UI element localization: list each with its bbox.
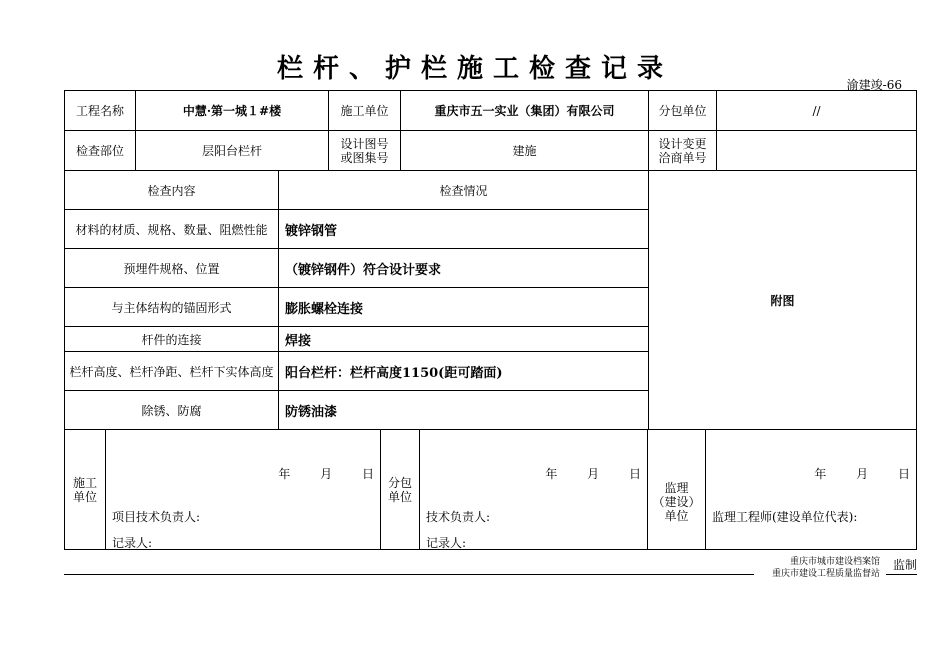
- project-name: 中慧·第一城１#楼: [136, 91, 329, 131]
- header-table: [64, 90, 917, 171]
- project-name-label: 工程名称: [65, 91, 136, 131]
- construction-unit-line2: 单位: [72, 489, 97, 504]
- inspection-item: 与主体结构的锚固形式: [65, 288, 279, 327]
- change-label: [649, 131, 717, 171]
- inspection-result: 膨胀螺栓连接: [279, 288, 649, 327]
- subcontractor: //: [717, 91, 917, 131]
- contractor: 重庆市五一实业（集团）有限公司: [401, 91, 649, 131]
- location: 层阳台栏杆: [136, 131, 329, 171]
- drawing-label-line1: 设计图号: [340, 136, 389, 151]
- drawing-label-line2: 或图集号: [340, 150, 389, 165]
- footer-line-right: [886, 574, 917, 575]
- construction-unit-label: [65, 430, 106, 550]
- supervision-unit-label: [648, 430, 706, 550]
- supervision-line1: 监理: [664, 480, 689, 495]
- inspection-result: 阳台栏杆：栏杆高度1150(距可踏面): [279, 352, 649, 391]
- form-code: 渝建竣-66: [846, 78, 902, 92]
- change: [717, 131, 917, 171]
- project-tech-lead-label: 项目技术负责人:: [112, 509, 201, 524]
- result-header: 检查情况: [279, 171, 649, 210]
- date-label: 年 月 日: [814, 466, 910, 481]
- construction-unit-line1: 施工: [72, 475, 97, 490]
- footer-supervised: 监制: [892, 558, 917, 572]
- recorder-label: 记录人:: [426, 535, 467, 550]
- sub-sign-cell: [420, 430, 648, 550]
- supervision-sign-cell: [706, 430, 917, 550]
- footer-org-quality: 重庆市建设工程质量监督站: [771, 569, 880, 579]
- signature-table: [64, 429, 917, 550]
- inspection-result: 镀锌钢管: [279, 210, 649, 249]
- supervision-line3: 单位: [664, 508, 689, 523]
- date-label: 年 月 日: [278, 466, 374, 481]
- footer-orgs: [772, 556, 880, 580]
- change-label-line2: 洽商单号: [658, 150, 707, 165]
- content-header: 检查内容: [65, 171, 279, 210]
- inspection-result: （镀锌钢件）符合设计要求: [279, 249, 649, 288]
- change-label-line1: 设计变更: [658, 136, 707, 151]
- inspection-table: [64, 170, 917, 430]
- drawing: 建施: [401, 131, 649, 171]
- footer-line-left: [64, 574, 754, 575]
- inspection-item: 栏杆高度、栏杆净距、栏杆下实体高度: [65, 352, 279, 391]
- supervision-line2: （建设）: [652, 494, 701, 509]
- form-title: 栏杆、护栏施工检查记录: [276, 54, 673, 84]
- supervisor-label: 监理工程师(建设单位代表):: [712, 509, 858, 524]
- construction-sign-cell: [106, 430, 381, 550]
- inspection-item: 除锈、防腐: [65, 391, 279, 430]
- recorder-label: 记录人:: [112, 535, 153, 550]
- inspection-item: 杆件的连接: [65, 327, 279, 352]
- drawing-label: [329, 131, 401, 171]
- inspection-result: 防锈油漆: [279, 391, 649, 430]
- sub-unit-label: [381, 430, 420, 550]
- inspection-item: 材料的材质、规格、数量、阻燃性能: [65, 210, 279, 249]
- footer-org-archive: 重庆市城市建设档案馆: [789, 557, 880, 567]
- sub-unit-line1: 分包: [387, 475, 412, 490]
- date-label: 年 月 日: [545, 466, 641, 481]
- sub-unit-line2: 单位: [387, 489, 412, 504]
- inspection-item: 预埋件规格、位置: [65, 249, 279, 288]
- location-label: 检查部位: [65, 131, 136, 171]
- subcontractor-label: 分包单位: [649, 91, 717, 131]
- inspection-result: 焊接: [279, 327, 649, 352]
- attachment-cell: 附图: [649, 171, 917, 430]
- contractor-label: 施工单位: [329, 91, 401, 131]
- tech-lead-label: 技术负责人:: [426, 509, 491, 524]
